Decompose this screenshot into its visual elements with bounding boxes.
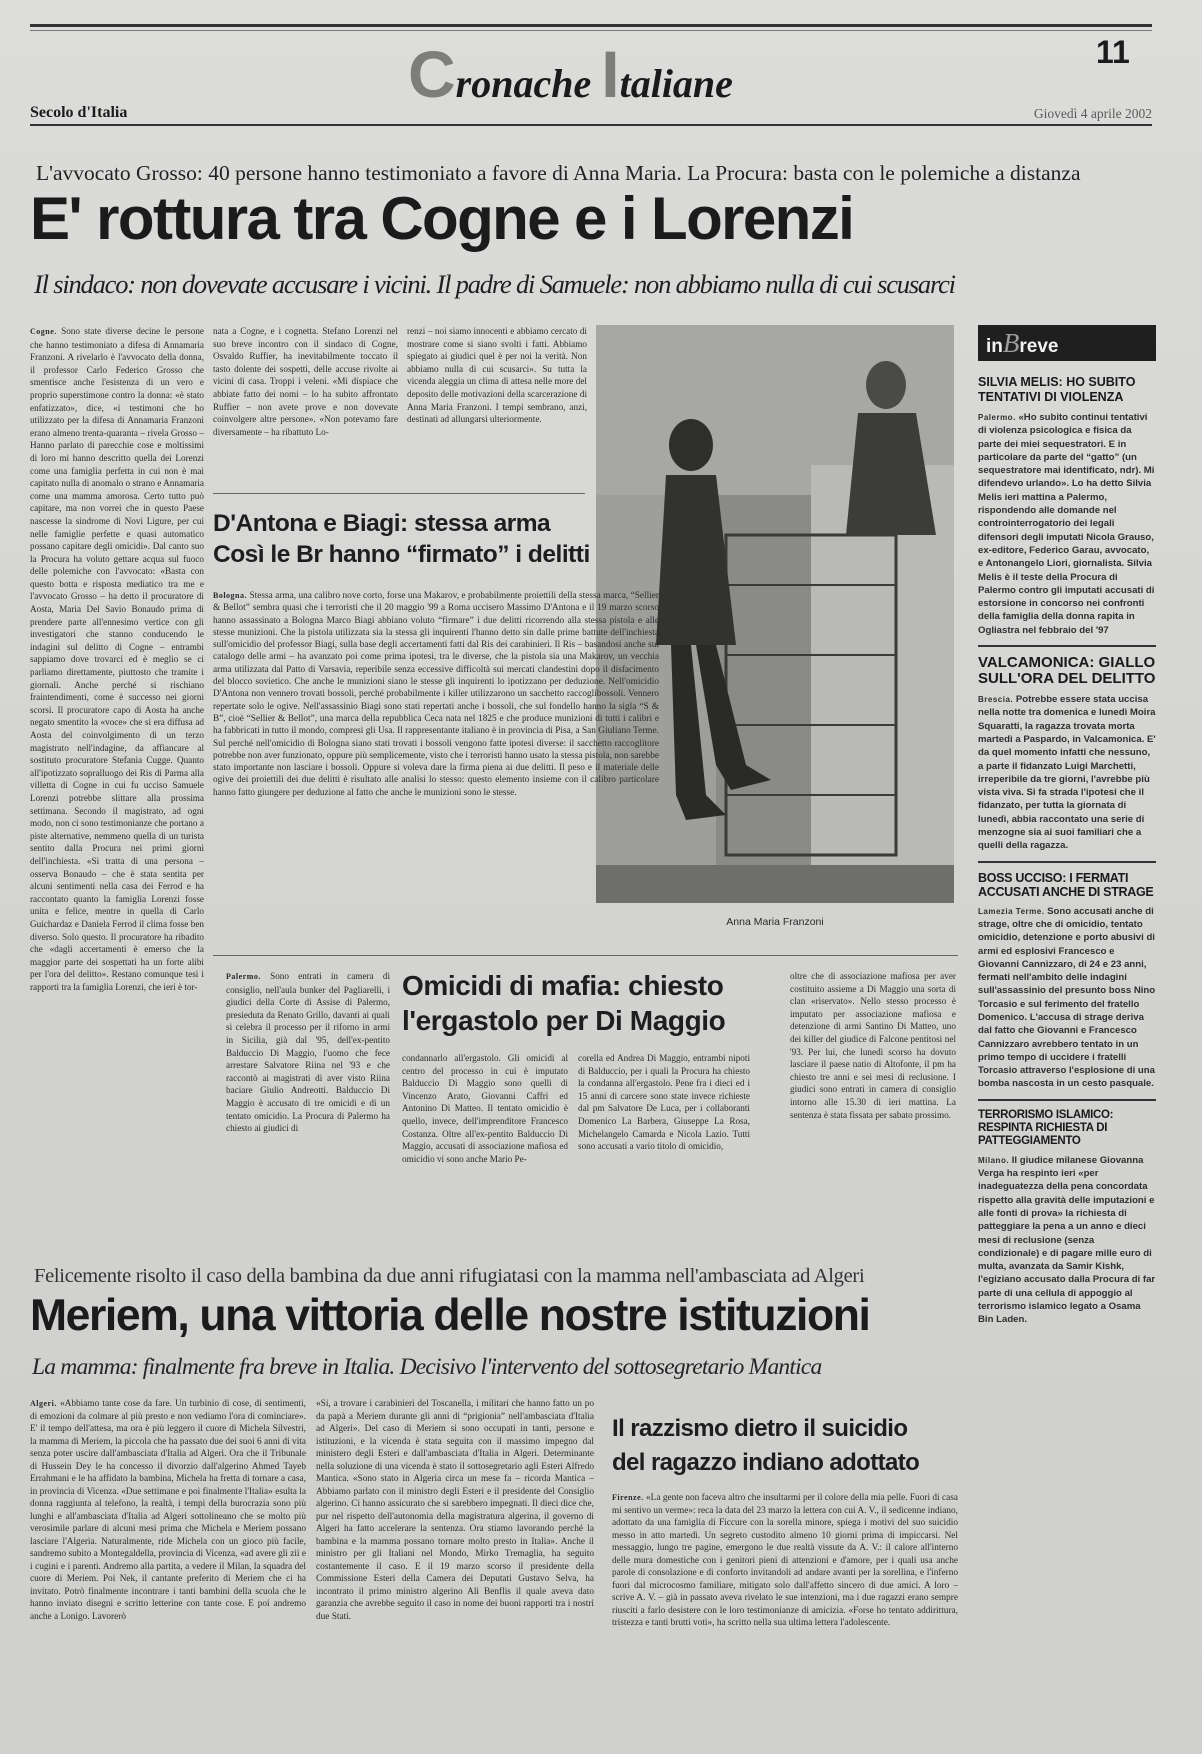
sidebar-item (978, 871, 1156, 1091)
top-rule-thin (30, 30, 1152, 31)
in-breve-logo-b: B (1002, 328, 1020, 358)
sidebar-item-title: SILVIA MELIS: HO SUBITO TENTATIVI DI VIOLENZA (978, 375, 1136, 404)
sidebar-item-body: Sono accusati anche di strage, oltre che di omicidio, tentato omicidio, detenzione e porto abusivi di armi ed esplosivi Francesco e Giovanni Cannizzaro, di 24 e 23 anni, fermati nell'ambito delle indagini sull'assassinio del presunto boss Nino Torcasio e sul ferimento del fratello Domenico. L'accusa di strage deriva dal fatto che Giovanni e Francesco Cannizzaro avrebbero tentato in un primo tempo di uccidere i fratelli Torcasio attraverso l'esplosione di una bomba nascosta in un cesto pasquale. (978, 905, 1156, 1090)
in-breve-logo-in: in (986, 336, 1003, 357)
article1-headline: E' rottura tra Cogne e i Lorenzi (30, 185, 854, 252)
sidebar-item-text (978, 411, 1156, 637)
sidebar-item (978, 655, 1156, 853)
section-title-part-2: taliane (619, 61, 733, 106)
sidebar-item-body: Potrebbe essere stata uccisa nella notte tra domenica e lunedì Moira Squaratti, la ragazza trovata morta martedì a Paspardo, in Valcamonica. E' da quel momento infatti che nessuno, a parte il fidanzato Luigi Marchetti, irreperibile da tre giorni, l'avrebbe più vista viva. Si fa strada l'ipotesi che il fidanzato, per tutta la giornata di lunedì, abbia raccontato una serie di menzogne sia ai suoi familiari che a quelli della ragazza. (978, 694, 1156, 852)
article4-column-2 (316, 1398, 594, 1743)
article5-body (612, 1492, 958, 1743)
article5-headline-line-2: del ragazzo indiano adottato (612, 1449, 920, 1476)
article4-dateline: Algeri. (30, 1399, 57, 1408)
article2-top-rule (213, 493, 585, 494)
article3-col2-text: condannarlo all'ergastolo. Gli omicidi al centro del processo in cui è imputato Balduccio Di Maggio sono quelli di Vincenzo Arato, Giovanni Caffrì ed Antonino Di Matteo. Il tentato omicidio è quello, invece, dell'imprenditore Francesco Costanza. Oltre all'ex-pentito Balduccio Di Maggio, accusati di associazione mafiosa ed omicidio vi sono anche Mario Pe- (402, 1053, 568, 1164)
sidebar-item-text (978, 1154, 1156, 1327)
article2-headline-line-1: D'Antona e Biagi: stessa arma (213, 510, 551, 537)
article5-text: «La gente non faceva altro che insultarmi per il colore della mia pelle. Fuori di casa mi sentivo un verme»: reca la data del 23 marzo la lettera con cui A. V., il sedicenne indiano, adottato da una famiglia di Ficcure con la sorella minore, spiega i motivi del suo suicidio messo in atto martedì. Un segreto custodito almeno 10 giorni prima di impiccarsi. Nel messaggio, lungo tre pagine, emergono le due realtà vissute da A. V.: il calore all'interno delle mura domestiche con i genitori pieni di attenzioni e d'amore, per i quali usa anche parole di consolazione e di conforto invitandoli ad andare avanti per la sorellina, e l'inferno fuori dal microcosmo familiare, mitigato solo dall'affetto sincero di due amici. A loro – scrive A. V. – già in passato aveva rivelato le sue intenzioni, ma i due ragazzi erano sempre riusciti a farlo desistere con le loro testimonianze di amicizia. «Forse ho tentato addirittura, tristezza e tanti brutti voti», ha scritto nella sua ultima lettera l'adolescente. (612, 1493, 958, 1628)
masthead-bottom-rule (30, 124, 1152, 126)
article3-column-4 (790, 970, 956, 1250)
article5-headline-line-1: Il razzismo dietro il suicidio (612, 1415, 908, 1442)
article4-subhead: La mamma: finalmente fra breve in Italia. Decisivo l'intervento del sottosegretario Mantica (32, 1354, 822, 1380)
article4-column-1 (30, 1398, 306, 1743)
article1-column-2 (213, 325, 398, 475)
article4-kicker: Felicemente risolto il caso della bambina da due anni rifugiatasi con la mamma nell'ambasciata ad Algeri (34, 1265, 865, 1287)
article3-col4-text: oltre che di associazione mafiosa per aver costituito assieme a Di Maggio una sorta di clan «riservato». Nello stesso processo è imputato per associazione mafiosa e detenzione di armi Santino Di Matteo, uno dei killer del giudice di Falcone pentitosi nel '93. Per lui, che lunedì scorso ha dovuto lasciare il paese natio di Altofonte, il pm ha chiesto tre anni e sei mesi di reclusione. I giudici sono entrati in camera di consiglio intorno alle 15.30 di ieri mattina. La sentenza è stata fissata per sabato prossimo. (790, 971, 956, 1120)
sidebar-divider (978, 645, 1156, 647)
article3-column-2 (402, 1052, 568, 1252)
article3-col3-text: corella ed Andrea Di Maggio, entrambi nipoti di Balduccio, per i quali la Procura ha chiesto la condanna all'ergastolo. Pene fra i dieci ed i 15 anni di carcere sono state invece richieste dal pm Salvatore De Luca, per i collaboranti Domenico La Barbera, Giuseppe La Rosa, Michelangelo Camarda e Nicola Lazio. Tutti sono accusati a vario titolo di omicidio, (578, 1053, 750, 1152)
article5-headline (612, 1412, 962, 1480)
sidebar-in-breve (978, 325, 1156, 1745)
article3-top-rule (213, 955, 958, 956)
section-title-part-1: ronache (455, 61, 602, 106)
article1-column-3 (407, 325, 587, 475)
sidebar-divider (978, 861, 1156, 863)
sidebar-item-title: TERRORISMO ISLAMICO: RESPINTA RICHIESTA DI PATTEGGIAMENTO (978, 1108, 1114, 1147)
article2-body (213, 590, 659, 922)
sidebar-item-title: VALCAMONICA: GIALLO SULL'ORA DEL DELITTO (978, 654, 1156, 688)
sidebar-item-title: BOSS UCCISO: I FERMATI ACCUSATI ANCHE DI STRAGE (978, 870, 1154, 899)
photo-caption: Anna Maria Franzoni (726, 916, 824, 928)
article3-headline (402, 968, 782, 1038)
article1-col2-text: nata a Cogne, e i cognetta. Stefano Lorenzi nel suo breve incontro con il sindaco di Cogne, Osvaldo Ruffier, ha inevitabilmente toccato il tasto dolente dei sospetti, delle accuse rivolte ai vicini di casa. Troppi i veleni. «Mi dispiace che abbiate fatto dei nomi – lo ha subito affrontato Ruffier – non avete prove e non dovevate coinvolgere altre persone». «Non potevamo fare diversamente – ha ribattuto Lo- (213, 326, 398, 437)
article2-headline-line-2: Così le Br hanno “firmato” i delitti (213, 541, 590, 568)
article4-col1-text: «Abbiamo tante cose da fare. Un turbinio di cose, di sentimenti, di emozioni da colmare al più presto e non vediamo l'ora di cominciare». E' il tempo dell'attesa, ma ora è più leggero il cuore di Michela Silvestri, la mamma di Meriem, la piccola che ha passato due dei suoi 6 anni di vita senza poter uscire dall'ambasciata d'Italia ad Algeri. Ora che il Tribunale di Hussein Dey le ha concesso il divorzio dall'algerino Ahmed Tayeb Errahmani e le ha affidato la bambina, Michela ha fretta di tornare a casa, in provincia di Vicenza. «Due settimane e poi finalmente l'Italia» esulta la donna raggiunta al telefono, la realtà, i tempi della burocrazia sono più lunghi e all'ambasciata d'Italia ad Algeri sottolineano che se molto più verosimile parlare di alcuni mesi prima che Michela e Meriem possano lasciare l'Algeria. Naturalmente, ride Michela con un gioco più facile, sandremo subito a Montegaldella, provincia di Vicenza, «ad avere gli zii e i cugini e i parenti. Andremo alla partita, a vedere il Milan, la squadra del cuore di Meriem. Poi Nek, il cantante preferito di Meriem che ci ha invitato. Potrò finalmente incontrare i tanti bambini della scuola che le hanno inviato disegni e scritto letterine con tante cose. E poi andremo anche a Lonigo. Lavorerò (30, 1399, 306, 1622)
article3-headline-line-2: l'ergastolo per Di Maggio (402, 1005, 726, 1036)
article3-dateline: Palermo. (226, 972, 261, 981)
article1-column-1 (30, 325, 204, 1265)
article2-headline (213, 508, 653, 570)
sidebar-item-dateline: Brescia. (978, 695, 1014, 705)
sidebar-item-text (978, 905, 1156, 1091)
article1-dateline: Cogne. (30, 327, 57, 336)
in-breve-logo (978, 325, 1156, 361)
sidebar-divider (978, 1099, 1156, 1101)
sidebar-item-dateline: Palermo. (978, 413, 1016, 422)
article3-column-1 (226, 970, 390, 1250)
paper-name: Secolo d'Italia (30, 104, 128, 121)
page-number: 11 (1096, 34, 1130, 70)
article1-col3-text: renzi – noi siamo innocenti e abbiamo cercato di mostrare come si siano svolti i fatti. Abbiamo spiegato ai giudici quel è per noi la verità. Non abbiamo nulla di cui scusarci». Su tutta la vicenda aleggia un clima di attesa nelle more del deposito delle motivazioni della scarcerazione di Anna Maria Franzoni. I tempi sembrano, anzi, destinati ad allungarsi ulteriormente. (407, 326, 587, 425)
article1-col1-text: Sono state diverse decine le persone che hanno testimoniato a difesa di Annamaria Franzoni. A rivelarlo è l'avvocato della donna, il professor Carlo Federico Grosso che smentisce anche l'esistenza di un vero e proprio superstimone contro la donna: «è stato enfatizzato», dice, «i testimoni che ho utilizzato per la difesa di Annamaria Franzoni erano almeno trenta-quaranta – rivela Grosso – Hanno parlato di parecchie cose e moltissimi di loro mi hanno descritto quella dei Lorenzi come una famiglia perfetta in cui non è mai capitato nulla di anomalo o strano e Annamaria come una mamma amorosa. Certo tutto può capitare, ma non vorrei che in questo Paese nascesse la sindrome di Novi Ligure, per cui nelle famiglie perfette e quasi automatico possano capitare degli omicidi». Dal canto suo la Procura ha voluto gettare acqua sul fuoco delle polemiche con l'avvocato: «Basta con questo botta e risposta mediatico tra me e l'avvocato Grosso – ha detto il procuratore di Aosta, Maria Del Savio Bonaudo prima di prendere parte all'ennesimo vertice con gli investigatori che stanno conducendo le indagini sul delitto di Cogne – entrambi sappiamo dove trovarci ed è meglio se ci parliamo direttamente, piuttosto che tramite i giornali. Anche perché si rischiano fraintendimenti, come è successo nei giorni scorsi. Il procuratore capo di Aosta ha anche negato smentito la «voce» che si era diffusa ad Aosta del coinvolgimento di un terzo magistrato nell'indagine, da affiancare al sostituto procuratore Stefania Cugge. Quanto all'ipotizzato sopralluogo dei Ris di Parma alla villetta di Cogne in cui fu ucciso Samuele Lorenzi potrebbe slittare alla prossima settimana. Secondo il magistrato, ad ogni modo, non ci sono testimonianze che portano a piste alternative, nemmeno quella di un turista sentito dalla Procura nei primi giorni dell'inchiesta. «Si tratta di una persona – osserva Bonaudo – che è stata sentita per alcuni sentimenti nella casa dei Ferrod e ha raccontato quanto la famiglia Lorenzi fosse unita e felice, mentre in quella di Carlo Guichardaz e Daniela Ferrod il clima fosse ben diverso. Solo questo. Il procuratore ha ribadito che «dagli accertamenti è emerso che la maggior parte dei sospettati ha un forte alibi per l'ora del delitto». Restano comunque tesi i rapporti tra la famiglia Lorenzi, che ieri è tor- (30, 326, 204, 992)
sidebar-item-body: Il giudice milanese Giovanna Verga ha respinto ieri «per inadeguatezza della pena concordata rispetto alla gravità delle imputazioni e alle fonti di prova» la richiesta di patteggiare la pena a un anno e dieci mesi di reclusione (senza condizionale) e di pagare mille euro di multa, avanzata da Samir Kishk, l'egiziano accusato dalla Procura di far parte di una cellula di appoggio al terrorismo islamico legato a Osama Bin Laden. (978, 1154, 1156, 1326)
article1-kicker: L'avvocato Grosso: 40 persone hanno testimoniato a favore di Anna Maria. La Procura: basta con le polemiche a distanza (36, 161, 1081, 185)
in-breve-logo-rest: reve (1019, 336, 1059, 357)
section-title-cap-c: C (408, 37, 456, 111)
article3-column-3 (578, 1052, 750, 1252)
sidebar-item-dateline: Milano. (978, 1155, 1010, 1165)
article3-col1-text: Sono entrati in camera di consiglio, nell'aula bunker del Pagliarelli, i giudici della Corte di Assise di Palermo, presieduta da Renato Grillo, davanti ai quali si celebra il processo per il riforno in armi in Sicilia, già dal '95, dell'ex-pentito Balduccio Di Maggio, l'uomo che fece arrestare Salvatore Riina nel '93 e che raccontò ai magistrati di aver visto Riina baciare Giulio Andreotti. Balduccio Di Maggio è accusato di tre omicidi e di un tentato omicidio. La Procura di Palermo ha chiesto ai giudici di (226, 971, 390, 1134)
article4-col2-text: «Si, a trovare i carabinieri del Toscanella, i militari che hanno fatto un po da papà a Meriem durante gli anni di “prigionia” nell'ambasciata d'Italia ad Algeri». Del caso di Meriem si sono occupati in tanti, persone e istituzioni, e la vicenda è stata seguita con il massimo impegno dal ministero degli Esteri e dall'ambasciata d'Italia in Algeri. Determinante nella soluzione di una vicenda è stato il sottosegretario agli Esteri Alfredo Mantica. «Sono stato in Algeria circa un mese fa – ricorda Mantica – Abbiamo parlato con il ministro degli Esteri e il presidente del Consiglio algerino. Ci hanno assicurato che si sarebbero impegnati. Il dieci dice che, pur nel rispetto dell'autonomia della magistratura algerina, il governo di Algeri ha fatto accelerare la sentenza. Ora stiamo lavorando perché la bambina e la mamma possano tornare molto presto in Italia». Anche il ministro per gli Italiani nel Mondo, Mirko Tremaglia, ha seguito costantemente il caso. E il 19 marzo scorso il presidente della Commissione Esteri della Camera dei Deputati Gustavo Selva, ha incontrato il primo ministro algerino Ali Benflis il quale aveva dato garanzia che avrebbe seguito il caso in nome dei buoni rapporti tra i nostri due Stati. (316, 1399, 594, 1622)
article1-subhead: Il sindaco: non dovevate accusare i vicini. Il padre di Samuele: non abbiamo nulla di cui scusarci (34, 269, 955, 299)
sidebar-item-body: «Ho subito continui tentativi di violenza psicologica e fisica da parte dei miei sequestratori. E in particolare da parte del “gatto” (un sequestratore mai identificato, ndr). Mi difendevo urlando». Lo ha detto Silvia Melis ieri mattina a Palermo, rispondendo alle domande nel controinterrogatorio dei legali difensori degli imputati Nicola Grauso, ex-editore, Federico Garau, avvocato, e Antonangelo Liori, giornalista. Silvia Melis è il teste della Procura di Palermo contro gli imputati accusati di estorsione in concorso nei confronti della famiglia della donna rapita in Ogliastra nel febbraio del '97 (978, 412, 1155, 636)
article2-dateline: Bologna. (213, 591, 248, 600)
top-rule (30, 24, 1152, 27)
article3-headline-line-1: Omicidi di mafia: chiesto (402, 970, 724, 1001)
sidebar-item-dateline: Lamezia Terme. (978, 906, 1045, 916)
sidebar-item (978, 1109, 1156, 1327)
section-title (408, 36, 808, 111)
section-title-cap-i: I (601, 37, 620, 111)
article2-text: Stessa arma, una calibro nove corto, forse una Makarov, e probabilmente proiettili della stessa marca, “Sellier & Bellot” sembra quasi che i terroristi che il 20 maggio '99 a Roma uccisero Massimo D'Antona e il 19 marzo scorso hanno assassinato a Bologna Marco Biagi abbiano voluto “firmare” i due delitti ricorrendo alla stessa pistola e alle stesse munizioni. Che la pistola utilizzata sia la stessa gli inquirenti l'hanno detto sin dalle prime battute dell'inchiesta sull'omicidio del professor Biagi, sulla base degli accertamenti fatti dal Ris dei carabinieri. Il Ris – basandosi anche sul catalogo delle armi – ha avanzato poi come prima ipotesi, tra le diverse, che la pistola sia una Makarov, un vecchia arma utilizzata dal Patto di Varsavia, reperibile senza eccessive difficoltà sui mercati clandestini dopo il disfacimento del blocco sovietico. Che anche le munizioni siano le stesse gli inquirenti lo ipotizzano per deduzione. Nell'omicidio D'Antona non vennero trovati bossoli, perché probabilmente i killer utilizzarono un sacchetto raccoglibossoli. Vennero repertate solo le ogive. Nell'assassinio Biagi sono stati repertati anche i bossoli, che sul fondello hanno la sigla “S & B”, cioè “Sellier & Bellot”, una marca della repubblica Ceca nata nel 1825 e che produce munizioni di tutti i calibri e ha fabbricati in tutto il mondo, compresi gli Usa. Il rappresentante italiano è in provincia di Pisa, a San Giuliano Terme. Sul perché nell'omicidio di Bologna siano stati trovati i bossoli vengono fatte ipotesi diverse: il sacchetto raccoglitore potrebbe non aver funzionato, oppure più semplicemente, visto che i terroristi hanno usato la stessa pistola, non sarebbe stato importante non lasciare i bossoli. Oppure si voleva dare la firma piena ai due delitti. Il peso e il materiale delle ogive dei proiettili dei due delitti è risultato alle analisi lo stesso: questo elemento insieme con il calibro particolare hanno fatto giungere per deduzione al fatto che anche le munizioni sono le stesse. (213, 591, 659, 798)
article5-dateline: Firenze. (612, 1493, 644, 1502)
issue-date: Giovedì 4 aprile 2002 (1033, 106, 1152, 121)
sidebar-item-text (978, 693, 1156, 853)
article4-headline: Meriem, una vittoria delle nostre istituzioni (30, 1291, 870, 1340)
sidebar-item (978, 375, 1156, 637)
